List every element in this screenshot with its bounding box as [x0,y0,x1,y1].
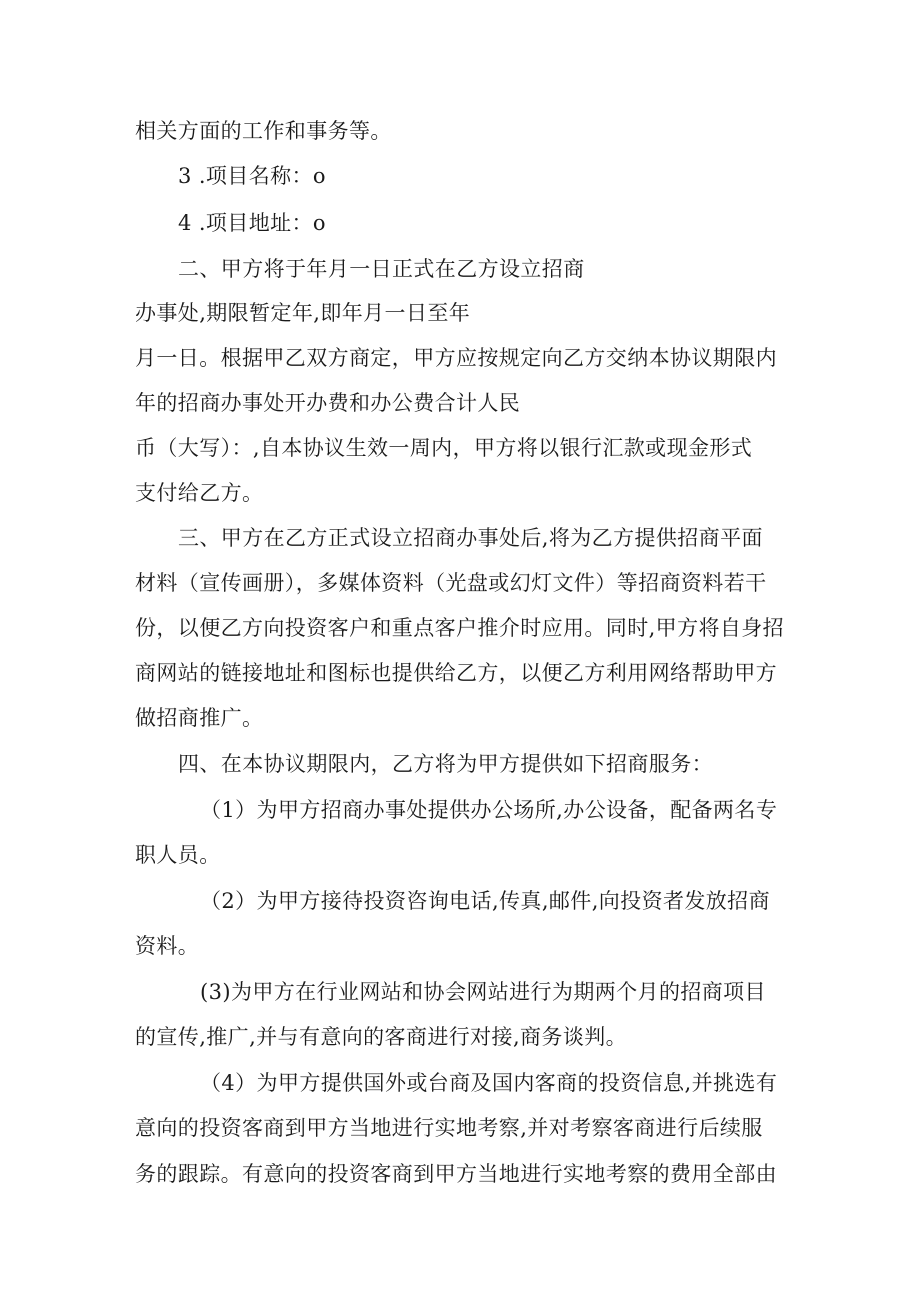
text-line: (3)为甲方在行业网站和协会网站进行为期两个月的招商项目 [200,980,766,1004]
text-line: 3 .项目名称：o [178,164,326,188]
text-line: 二、甲方将于年月一日正式在乙方设立招商 [178,257,585,281]
text-line: 材料（宣传画册），多媒体资料（光盘或幻灯文件）等招商资料若干 [135,571,767,595]
text-line: 职人员。 [135,843,221,867]
text-line: （1）为甲方招商办事处提供办公场所,办公设备，配备两名专 [200,798,778,822]
text-line: （2）为甲方接待投资咨询电话,传真,邮件,向投资者发放招商 [200,889,770,913]
text-line: 资料。 [135,934,200,958]
text-line: 商网站的链接地址和图标也提供给乙方，以便乙方利用网络帮助甲方 [135,661,777,685]
text-line: 做招商推广。 [135,706,264,730]
text-line: 币（大写）：,自本协议生效一周内，甲方将以银行汇款或现金形式 [135,436,753,460]
text-line: 年的招商办事处开办费和办公费合计人民 [135,391,521,415]
text-line: 相关方面的工作和事务等。 [135,119,392,143]
text-line: 4 .项目地址：o [178,211,326,235]
text-line: 办事处,期限暂定年,即年月一日至年 [135,301,471,325]
text-line: 份，以便乙方向投资客户和重点客户推介时应用。同时,甲方将自身招 [135,616,785,640]
text-line: 的宣传,推广,并与有意向的客商进行对接,商务谈判。 [135,1025,628,1049]
text-line: 务的跟踪。有意向的投资客商到甲方当地进行实地考察的费用全部由 [135,1162,777,1186]
text-line: 意向的投资客商到甲方当地进行实地考察,并对考察客商进行后续服 [135,1116,763,1140]
text-line: （4）为甲方提供国外或台商及国内客商的投资信息,并挑选有 [200,1071,778,1095]
text-line: 三、甲方在乙方正式设立招商办事处后,将为乙方提供招商平面 [178,526,763,550]
text-line: 月一日。根据甲乙双方商定，甲方应按规定向乙方交纳本协议期限内 [135,346,777,370]
text-line: 支付给乙方。 [135,481,264,505]
text-line: 四、在本协议期限内，乙方将为甲方提供如下招商服务： [178,752,713,776]
